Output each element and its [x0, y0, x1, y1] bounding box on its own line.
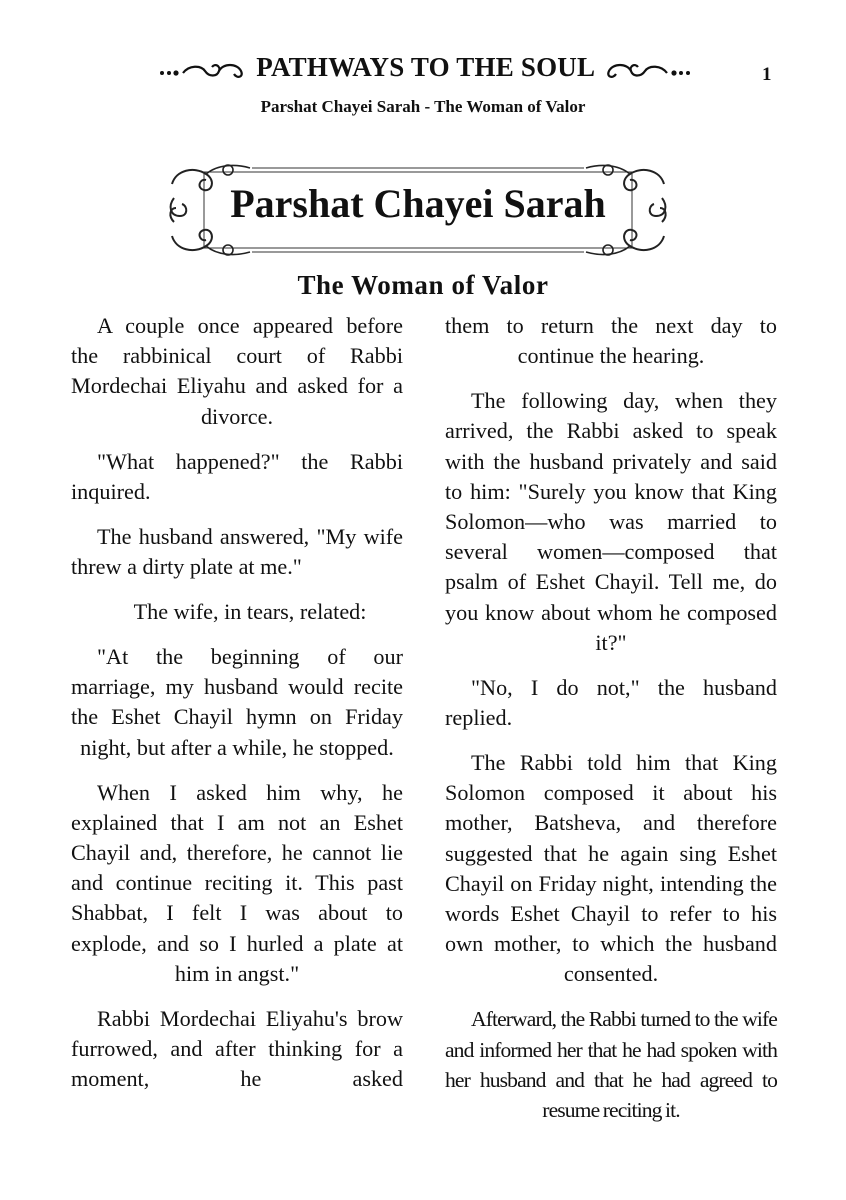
paragraph: A couple once appeared before the rabbinical court of Rabbi Mordechai Eliyahu and asked for a divorce.: [71, 313, 403, 429]
page-number: 1: [762, 64, 772, 85]
paragraph: "What happened?" the Rabbi inquired.: [71, 448, 403, 504]
paragraph: "No, I do not," the husband replied.: [445, 674, 777, 731]
framed-title: Parshat Chayei Sarah: [230, 181, 606, 226]
paragraph: When I asked him why, he explained that I am not an Eshet Chayil and, therefore, he cannot lie and continue reciting it. This past Shabbat, I felt I was about to explode, and so I hurled a plate at him in angst.": [71, 779, 403, 986]
paragraph: them to return the next day to continue the hearing.: [445, 313, 777, 369]
left-scroll-ornament-icon: [157, 59, 249, 81]
paragraph: "At the beginning of our marriage, my husband would recite the Eshet Chayil hymn on Friday night, but after a while, he stopped.: [71, 644, 403, 760]
paragraph: Afterward, the Rabbi turned to the wife and informed her that he had spoken with her husband and that he had agreed to resume reciting it.: [445, 1007, 777, 1123]
running-header: [0, 52, 846, 92]
ornamental-title-frame: [166, 158, 670, 262]
paragraph: The following day, when they arrived, the Rabbi asked to speak with the husband privately and said to him: "Surely you know that King Solomon—who was married to several women—composed that psalm of Eshet Chayil. Tell me, do you know about whom he composed it?": [445, 388, 777, 655]
right-column: [445, 311, 777, 1140]
paragraph: The wife, in tears, related:: [133, 599, 367, 625]
paragraph: The husband answered, "My wife threw a dirty plate at me.": [71, 523, 403, 580]
running-title-row: [130, 52, 720, 83]
paragraph: The Rabbi told him that King Solomon composed it about his mother, Batsheva, and therefore suggested that he again sing Eshet Chayil on Friday night, intending the words Eshet Chayil to refer to his own mother, to which the husband consented.: [445, 750, 777, 987]
header-subtitle: Parshat Chayei Sarah - The Woman of Valor: [260, 97, 586, 116]
left-column: [71, 311, 403, 1109]
running-title: PATHWAYS TO THE SOUL: [256, 52, 594, 82]
paragraph: Rabbi Mordechai Eliyahu's brow furrowed, and after thinking for a moment, he asked: [71, 1005, 403, 1092]
right-scroll-ornament-icon: [601, 59, 693, 81]
article-title: The Woman of Valor: [297, 270, 549, 300]
